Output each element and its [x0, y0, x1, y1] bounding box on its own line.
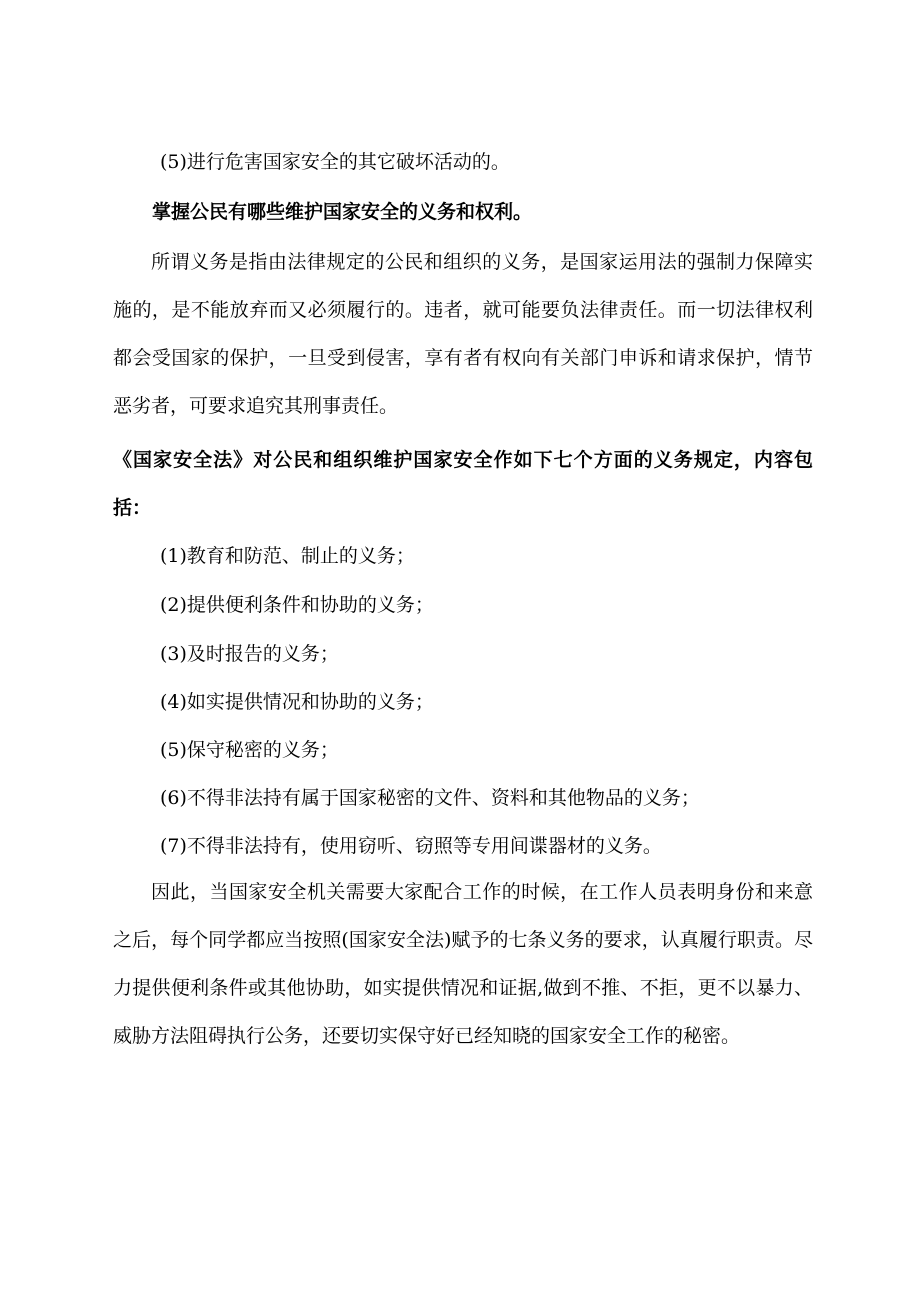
- item-top: (5)进行危害国家安全的其它破坏活动的。: [160, 151, 510, 173]
- list-item: (7)不得非法持有，使用窃听、窃照等专用间谍器材的义务。: [160, 835, 662, 857]
- paragraph-duty-definition: 所谓义务是指由法律规定的公民和组织的义务，是国家运用法的强制力保障实施的，是不能放弃而又必须履行的。违者，就可能要负法律责任。而一切法律权利都会受国家的保护，一旦受到侵害，享有者有权向有关部门申诉和请求保护，情节恶劣者，可要求追究其刑事责任。: [113, 251, 813, 417]
- list-item: (3)及时报告的义务；: [160, 643, 339, 665]
- paragraph-law-intro: 《国家安全法》对公民和组织维护国家安全作如下七个方面的义务规定，内容包括：: [113, 449, 813, 519]
- list-item: (6)不得非法持有属于国家秘密的文件、资料和其他物品的义务；: [160, 787, 700, 809]
- section-heading: 掌握公民有哪些维护国家安全的义务和权利。: [152, 201, 533, 223]
- list-item: (2)提供便利条件和协助的义务；: [160, 594, 434, 616]
- paragraph-conclusion: 因此，当国家安全机关需要大家配合工作的时候，在工作人员表明身份和来意之后，每个同学都应当按照(国家安全法)赋予的七条义务的要求，认真履行职责。尽力提供便利条件或其他协助，如实提供情况和证据,做到不推、不拒，更不以暴力、威胁方法阻碍执行公务，还要切实保守好已经知晓的国家安全工作的秘密。: [113, 881, 813, 1047]
- list-item: (5)保守秘密的义务；: [160, 739, 339, 761]
- list-item: (1)教育和防范、制止的义务；: [160, 545, 415, 567]
- list-item: (4)如实提供情况和协助的义务；: [160, 691, 434, 713]
